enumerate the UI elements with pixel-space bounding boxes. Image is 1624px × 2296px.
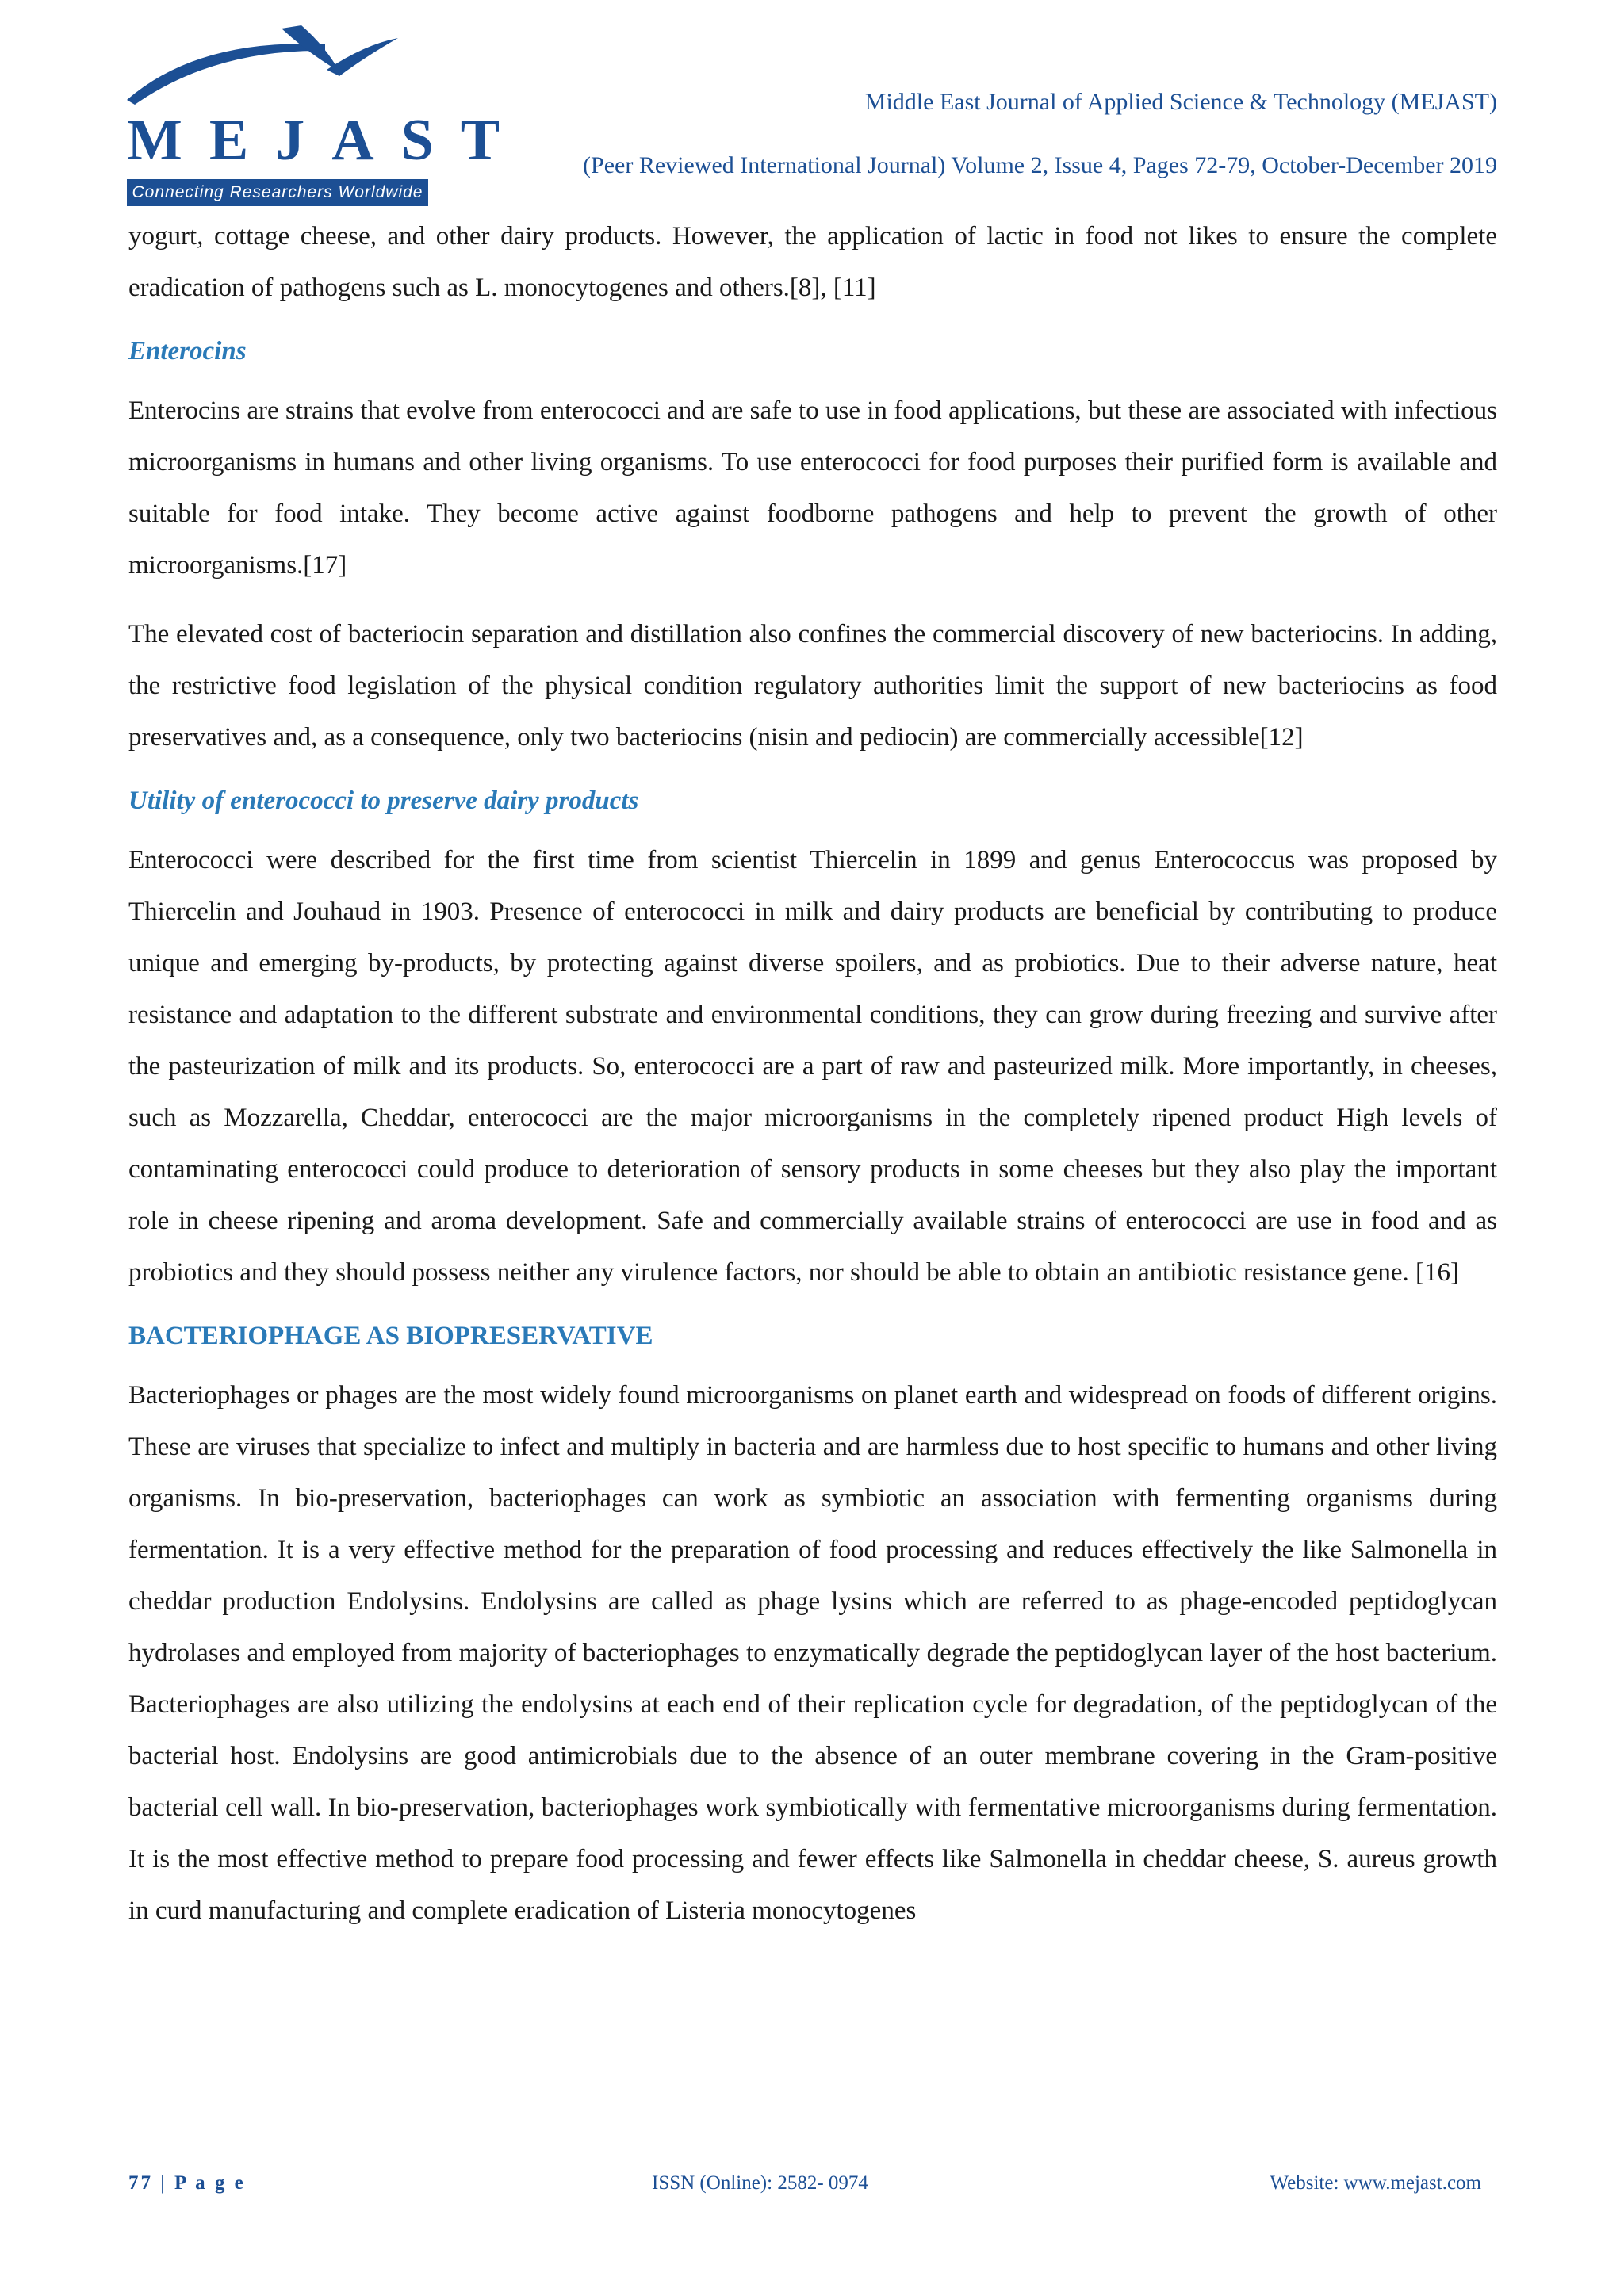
article-body xyxy=(128,211,1497,1954)
heading-utility-enterococci: Utility of enterococci to preserve dairy products xyxy=(128,786,639,815)
page-footer xyxy=(128,2172,1497,2204)
page-number: 77 | P a g e xyxy=(128,2172,246,2194)
paragraph-bacteriophages: Bacteriophages or phages are the most widely found microorganisms on planet earth and widespread on foods of different origins. These are viruses that specialize to infect and multiply in bacteria and are harmless due to host specific to humans and other living organisms. In bio-preservation, bacteriophages can work as symbiotic an association with fermenting organisms during fermentation. It is a very effective method for the preparation of food processing and reduces effectively the like Salmonella in cheddar production Endolysins. Endolysins are called as phage lysins which are referred to as phage-encoded peptidoglycan hydrolases and employed from majority of bacteriophages to enzymatically degrade the peptidoglycan layer of the host bacterium. Bacteriophages are also utilizing the endolysins at each end of their replication cycle for degradation, of the peptidoglycan of the bacterial host. Endolysins are good antimicrobials due to the absence of an outer membrane covering in the Gram-positive bacterial cell wall. In bio-preservation, bacteriophages work symbiotically with fermentative microorganisms during fermentation. It is the most effective method to prepare food processing and fewer effects like Salmonella in cheddar cheese, S. aureus growth in curd manufacturing and complete eradication of Listeria monocytogenes xyxy=(128,1381,1497,1925)
paragraph-lactic: yogurt, cottage cheese, and other dairy products. However, the application of lactic in food not likes to ensure the complete eradication of pathogens such as L. monocytogenes and others.[8], [11] xyxy=(128,222,1497,302)
website-link[interactable]: Website: www.mejast.com xyxy=(1270,2172,1481,2194)
paragraph-bacteriocin-cost: The elevated cost of bacteriocin separation and distillation also confines the commercial discovery of new bacteriocins. In adding, the restrictive food legislation of the physical condition regulatory authorities limit the support of new bacteriocins as food preservatives and, as a consequence, only two bacteriocins (nisin and pediocin) are commercially accessible[12] xyxy=(128,620,1497,752)
paragraph-enterococci: Enterococci were described for the first time from scientist Thiercelin in 1899 and genus Enterococcus was proposed by Thiercelin and Jouhaud in 1903. Presence of enterococci in milk and dairy products are beneficial by contributing to produce unique and emerging by-products, by protecting against diverse spoilers, and as probiotics. Due to their adverse nature, heat resistance and adaptation to the different substrate and environmental conditions, they can grow during freezing and survive after the pasteurization of milk and its products. So, enterococci are a part of raw and pasteurized milk. More importantly, in cheeses, such as Mozzarella, Cheddar, enterococci are the major microorganisms in the completely ripened product High levels of contaminating enterococci could produce to deterioration of sensory products in some cheeses but they also play the important role in cheese ripening and aroma development. Safe and commercially available strains of enterococci are use in food and as probiotics and they should possess neither any virulence factors, nor should be able to obtain an antibiotic resistance gene. [16] xyxy=(128,846,1497,1287)
logo-wordmark: MEJAST xyxy=(127,108,527,173)
bird-swoosh-icon xyxy=(127,22,428,117)
journal-issue-line: (Peer Reviewed International Journal) Volume 2, Issue 4, Pages 72-79, October-December 2019 xyxy=(583,152,1497,178)
heading-bacteriophage: BACTERIOPHAGE AS BIOPRESERVATIVE xyxy=(128,1322,653,1350)
issn-label: ISSN (Online): 2582- 0974 xyxy=(652,2172,868,2194)
heading-enterocins: Enterocins xyxy=(128,337,247,365)
journal-name: Middle East Journal of Applied Science & Technology (MEJAST) xyxy=(864,89,1497,115)
mejast-logo xyxy=(127,22,527,201)
paragraph-enterocins: Enterocins are strains that evolve from enterococci and are safe to use in food applications, but these are associated with infectious microorganisms in humans and other living organisms. To use enterococci for food purposes their purified form is available and suitable for food intake. They become active against foodborne pathogens and help to prevent the growth of other microorganisms.[17] xyxy=(128,396,1497,580)
page-header xyxy=(0,0,1624,201)
logo-tagline: Connecting Researchers Worldwide xyxy=(127,179,428,206)
